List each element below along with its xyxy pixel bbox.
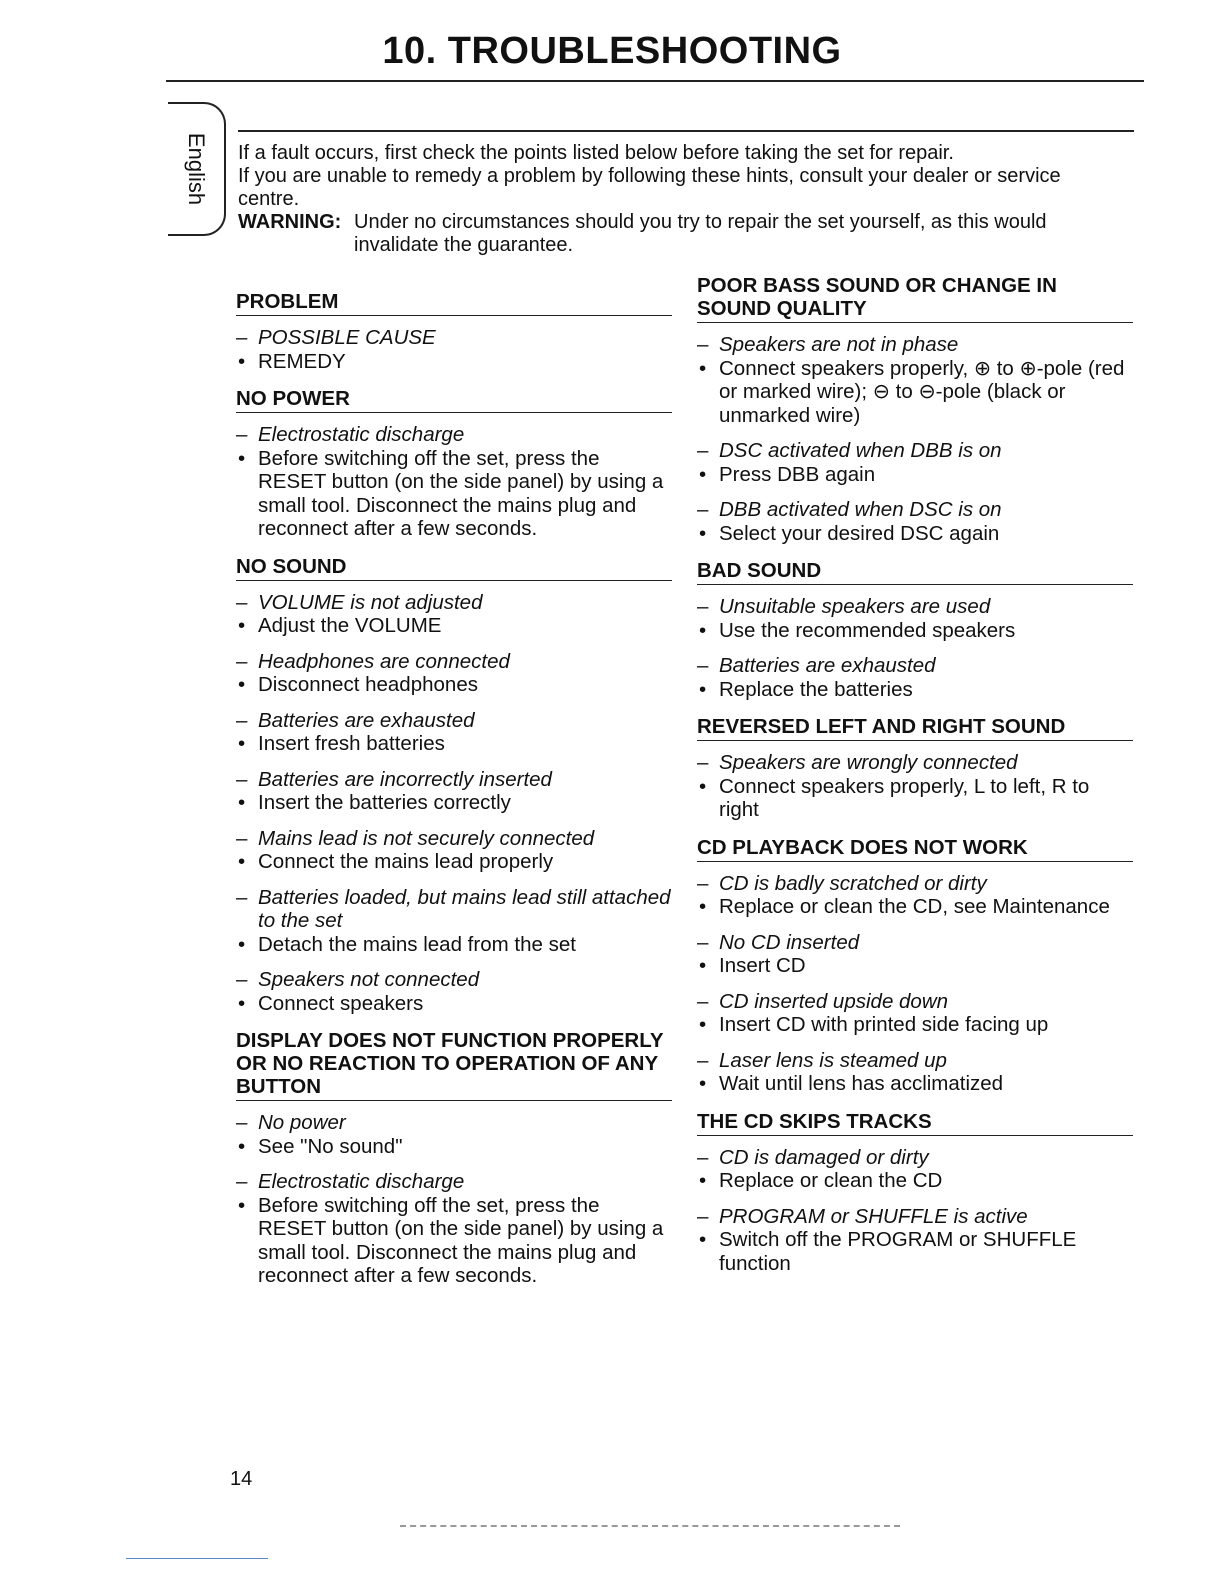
warning-paragraph (238, 211, 1118, 257)
legend-heading: PROBLEM (236, 290, 672, 316)
remedy: • Replace or clean the CD, see Maintenance (697, 895, 1133, 919)
remedy: • Press DBB again (697, 463, 1133, 487)
section-heading: DISPLAY DOES NOT FUNCTION PROPERLY OR NO REACTION TO OPERATION OF ANY BUTTON (236, 1029, 672, 1101)
intro-line-1: If a fault occurs, first check the points listed below before taking the set for repair. (238, 142, 954, 164)
section-reversed (697, 715, 1133, 822)
possible-cause: – DSC activated when DBB is on (697, 439, 1133, 463)
section-poor-bass (697, 274, 1133, 545)
trouble-item (236, 1111, 672, 1158)
section-heading: REVERSED LEFT AND RIGHT SOUND (697, 715, 1133, 741)
remedy: • Insert the batteries correctly (236, 791, 672, 815)
remedy: • Adjust the VOLUME (236, 614, 672, 638)
possible-cause: – Unsuitable speakers are used (697, 595, 1133, 619)
remedy: • Before switching off the set, press the RESET button (on the side panel) by using a small tool. Disconnect the mains plug and reconnect after a few seconds. (236, 1194, 672, 1288)
possible-cause: – Speakers are wrongly connected (697, 751, 1133, 775)
trouble-item (697, 498, 1133, 545)
remedy: • Use the recommended speakers (697, 619, 1133, 643)
possible-cause: – DBB activated when DSC is on (697, 498, 1133, 522)
intro-rule (238, 130, 1134, 132)
legend-section (236, 290, 672, 373)
possible-cause: – Speakers are not in phase (697, 333, 1133, 357)
page-number: 14 (230, 1468, 253, 1490)
intro-line-2: If you are unable to remedy a problem by following these hints, consult your dealer or service centre. (238, 165, 1061, 210)
section-no-sound (236, 555, 672, 1016)
trouble-item (697, 1146, 1133, 1193)
trouble-item (236, 768, 672, 815)
remedy: • Insert CD with printed side facing up (697, 1013, 1133, 1037)
trouble-item (697, 654, 1133, 701)
possible-cause: – Laser lens is steamed up (697, 1049, 1133, 1073)
possible-cause: – Batteries loaded, but mains lead still attached to the set (236, 886, 672, 933)
trouble-item (697, 1049, 1133, 1096)
trouble-item (697, 595, 1133, 642)
trouble-item (236, 1170, 672, 1288)
remedy: • Disconnect headphones (236, 673, 672, 697)
legend-remedy: • REMEDY (236, 350, 672, 374)
title-rule (166, 80, 1144, 82)
possible-cause: – No CD inserted (697, 931, 1133, 955)
possible-cause: – CD inserted upside down (697, 990, 1133, 1014)
trouble-item (697, 333, 1133, 427)
remedy: • Detach the mains lead from the set (236, 933, 672, 957)
section-heading: CD PLAYBACK DOES NOT WORK (697, 836, 1133, 862)
section-heading: BAD SOUND (697, 559, 1133, 585)
trouble-item (697, 872, 1133, 919)
possible-cause: – CD is badly scratched or dirty (697, 872, 1133, 896)
remedy: • Connect speakers (236, 992, 672, 1016)
section-no-power (236, 387, 672, 541)
trouble-item (697, 990, 1133, 1037)
remedy: • Connect the mains lead properly (236, 850, 672, 874)
possible-cause: – Headphones are connected (236, 650, 672, 674)
trouble-item (236, 591, 672, 638)
language-tab (168, 102, 226, 236)
section-heading: THE CD SKIPS TRACKS (697, 1110, 1133, 1136)
section-heading: NO SOUND (236, 555, 672, 581)
intro-block (238, 142, 1118, 257)
scan-artifact (400, 1525, 900, 1527)
remedy: • Replace the batteries (697, 678, 1133, 702)
trouble-item (697, 439, 1133, 486)
remedy: • Replace or clean the CD (697, 1169, 1133, 1193)
possible-cause: – Batteries are incorrectly inserted (236, 768, 672, 792)
remedy: • Connect speakers properly, ⊕ to ⊕-pole (red or marked wire); ⊖ to ⊖-pole (black or unmarked wire) (697, 357, 1133, 428)
section-cd-skips (697, 1110, 1133, 1276)
remedy: • Connect speakers properly, L to left, R to right (697, 775, 1133, 822)
trouble-item (697, 751, 1133, 822)
trouble-item (236, 968, 672, 1015)
possible-cause: – Electrostatic discharge (236, 423, 672, 447)
possible-cause: – Mains lead is not securely connected (236, 827, 672, 851)
scan-artifact-line (126, 1558, 268, 1559)
possible-cause: – Batteries are exhausted (236, 709, 672, 733)
remedy: • Wait until lens has acclimatized (697, 1072, 1133, 1096)
possible-cause: – No power (236, 1111, 672, 1135)
page-title: 10. TROUBLESHOOTING (382, 30, 842, 72)
possible-cause: – PROGRAM or SHUFFLE is active (697, 1205, 1133, 1229)
trouble-item (697, 1205, 1133, 1276)
trouble-item (697, 931, 1133, 978)
remedy: • Before switching off the set, press the RESET button (on the side panel) by using a small tool. Disconnect the mains plug and reconnect after a few seconds. (236, 447, 672, 541)
section-bad-sound (697, 559, 1133, 701)
possible-cause: – Batteries are exhausted (697, 654, 1133, 678)
trouble-item (236, 423, 672, 541)
possible-cause: – Electrostatic discharge (236, 1170, 672, 1194)
language-tab-label: English (184, 132, 209, 206)
remedy: • Switch off the PROGRAM or SHUFFLE function (697, 1228, 1133, 1275)
trouble-item (236, 827, 672, 874)
trouble-item (236, 886, 672, 957)
warning-label: WARNING: (238, 211, 342, 233)
warning-text: Under no circumstances should you try to repair the set yourself, as this would invalidate the guarantee. (354, 211, 1047, 256)
section-display (236, 1029, 672, 1288)
section-heading: NO POWER (236, 387, 672, 413)
section-heading: POOR BASS SOUND OR CHANGE IN SOUND QUALITY (697, 274, 1133, 323)
possible-cause: – CD is damaged or dirty (697, 1146, 1133, 1170)
remedy: • Select your desired DSC again (697, 522, 1133, 546)
remedy: • Insert CD (697, 954, 1133, 978)
trouble-item (236, 709, 672, 756)
possible-cause: – Speakers not connected (236, 968, 672, 992)
legend-cause: – POSSIBLE CAUSE (236, 326, 672, 350)
remedy: • See "No sound" (236, 1135, 672, 1159)
right-column (697, 274, 1133, 1289)
possible-cause: – VOLUME is not adjusted (236, 591, 672, 615)
legend-pair (236, 326, 672, 373)
left-column (236, 270, 672, 1302)
trouble-item (236, 650, 672, 697)
remedy: • Insert fresh batteries (236, 732, 672, 756)
section-cd-playback (697, 836, 1133, 1096)
